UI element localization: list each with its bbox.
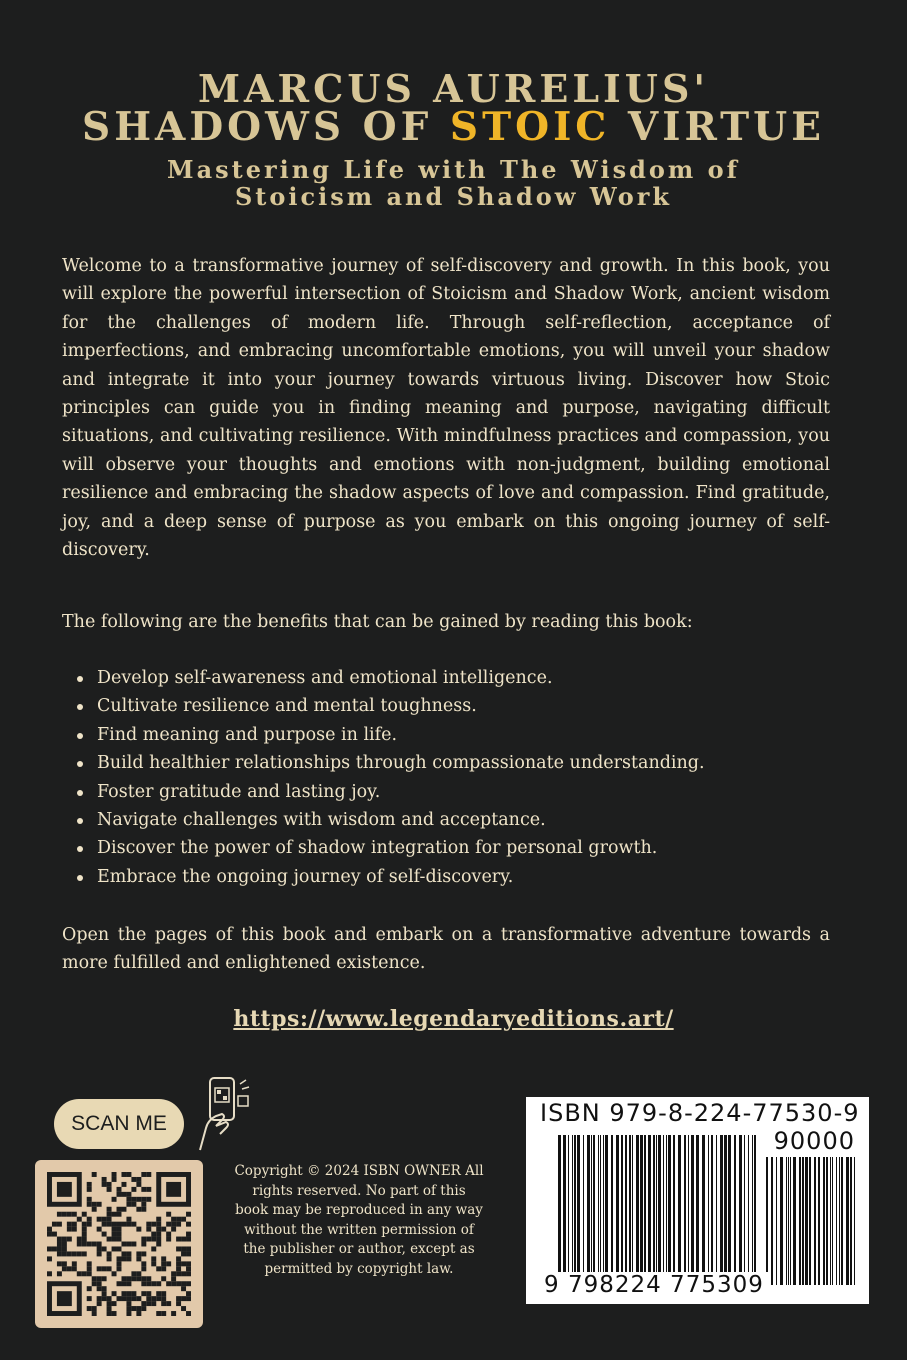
qr-code-frame[interactable]: [35, 1160, 203, 1328]
website-link[interactable]: https://www.legendaryeditions.art/: [233, 1006, 674, 1032]
title-accent-word: STOIC: [449, 104, 611, 150]
isbn-barcode: [526, 1097, 869, 1304]
benefit-item: Cultivate resilience and mental toughness.: [97, 692, 705, 720]
benefits-list: [97, 664, 705, 891]
barcode-bars: [558, 1135, 756, 1285]
book-title-line2: [0, 104, 907, 150]
book-subtitle: [60, 156, 847, 210]
scan-me-badge: SCAN ME: [54, 1099, 184, 1149]
subtitle-line1: Mastering Life with The Wisdom of: [167, 155, 740, 184]
qr-code[interactable]: [47, 1172, 191, 1316]
benefit-item: Embrace the ongoing journey of self-discovery.: [97, 863, 705, 891]
isbn-label: ISBN 979-8-224-77530-9: [540, 1099, 860, 1127]
benefit-item: Find meaning and purpose in life.: [97, 721, 705, 749]
intro-paragraph: Welcome to a transformative journey of self-discovery and growth. In this book, you will explore the powerful intersection of Stoicism and Shadow Work, ancient wisdom for the challenges of modern life. Through self-reflection, acceptance of imperfections, and embracing uncomfortable emotions, you will unveil your shadow and integrate it into your journey towards virtuous living. Discover how Stoic principles can guide you in finding meaning and purpose, navigating difficult situations, and cultivating resilience. With mindfulness practices and compassion, you will observe your thoughts and emotions with non-judgment, building emotional resilience and embracing the shadow aspects of love and compassion. Find gratitude, joy, and a deep sense of purpose as you embark on this ongoing journey of self-discovery.: [62, 256, 830, 561]
price-barcode-bars: [766, 1157, 858, 1285]
copyright-notice: Copyright © 2024 ISBN OWNER All rights reserved. No part of this book may be reproduced in any way without the written permission of the publisher or author, except as permitted by copyright law.: [234, 1163, 484, 1277]
title-line2-after: VIRTUE: [610, 104, 825, 150]
outro-paragraph: Open the pages of this book and embark on a transformative adventure towards a more fulfilled and enlightened existence.: [62, 925, 830, 974]
price-code: 90000: [773, 1127, 855, 1155]
benefit-item: Foster gratitude and lasting joy.: [97, 778, 705, 806]
phone-scan-icon: [196, 1076, 254, 1152]
benefit-item: Build healthier relationships through compassionate understanding.: [97, 749, 705, 777]
barcode-digits: 9 798224 775309: [540, 1272, 768, 1298]
benefit-item: Navigate challenges with wisdom and acceptance.: [97, 806, 705, 834]
subtitle-line2: Stoicism and Shadow Work: [234, 182, 673, 211]
benefit-item: Discover the power of shadow integration for personal growth.: [97, 834, 705, 862]
benefits-intro: The following are the benefits that can be gained by reading this book:: [62, 612, 693, 632]
title-line2-before: SHADOWS OF: [82, 104, 450, 150]
benefit-item: Develop self-awareness and emotional intelligence.: [97, 664, 705, 692]
book-title-line1: MARCUS AURELIUS': [197, 66, 710, 111]
